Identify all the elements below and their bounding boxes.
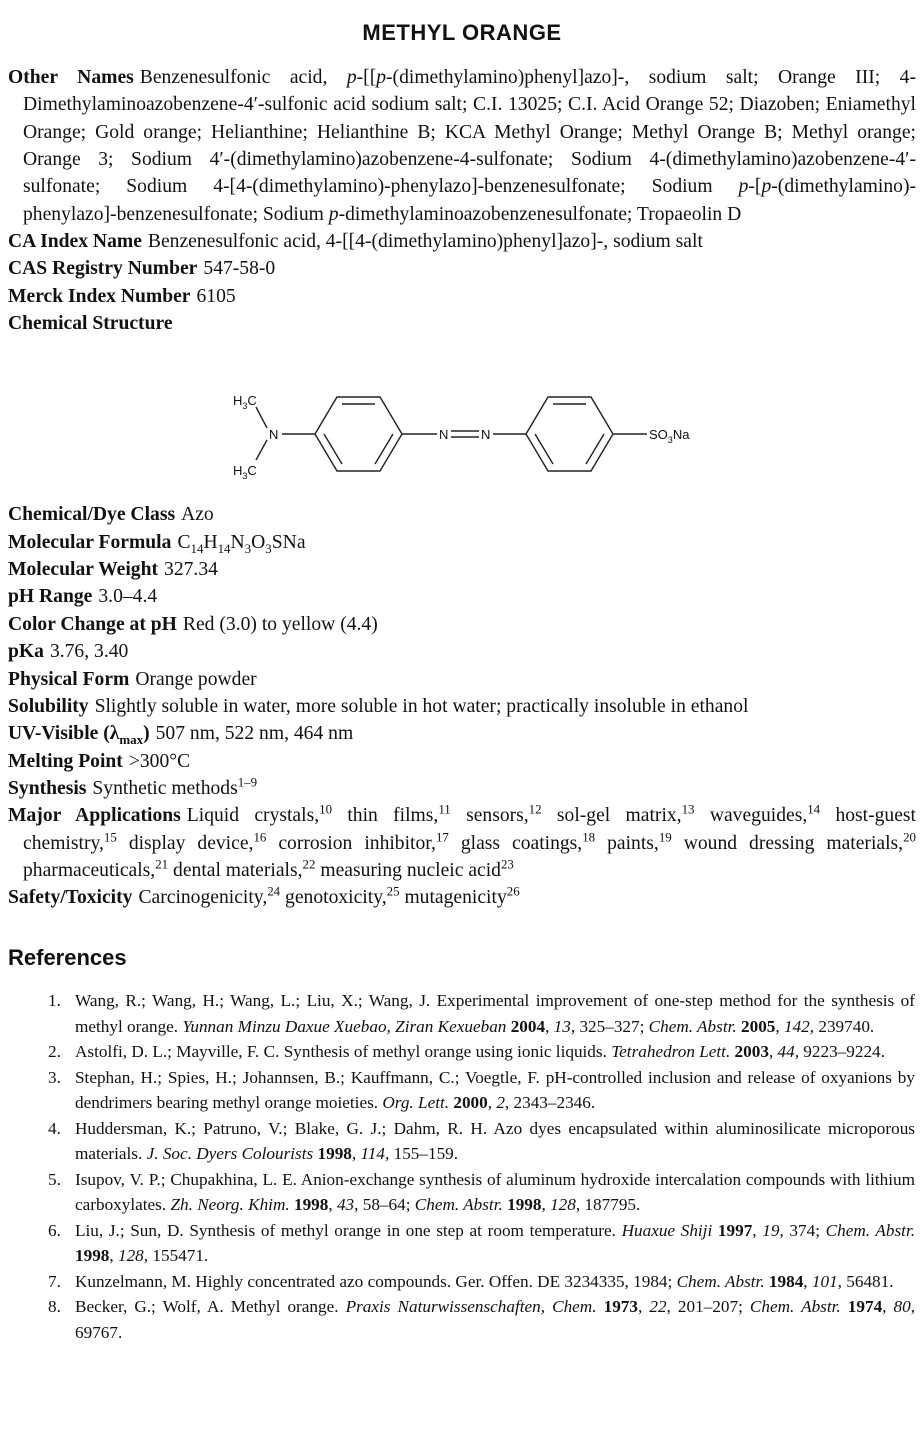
reference-text: Huddersman, K.; Patruno, V.; Blake, G. J.; Dahm, R. H. Azo dyes encapsulated within aluminosilicate microporous materials. J. Soc. Dyers Colourists 1998, 114, 155–159. <box>75 1118 915 1163</box>
field-value: Slightly soluble in water, more soluble in hot water; practically insoluble in ethanol <box>94 695 749 717</box>
citation-superscript: 13 <box>681 801 695 817</box>
field-label: UV-Visible $(\lambda_{max})$ <box>8 723 150 748</box>
field-value: Red (3.0) to yellow (4.4) <box>182 613 378 635</box>
azo-nitrogen-left: N <box>439 427 449 442</box>
reference-number: 5. <box>48 1169 61 1189</box>
reference-text: Isupov, V. P.; Chupakhina, L. E. Anion-exchange synthesis of aluminum hydroxide intercalation compounds with lithium carboxylates. Zh. Neorg. Khim. 1998, 43, 58–64; Chem. Abstr. 1998, 128, 187795. <box>75 1169 915 1214</box>
field-label: CAS Registry Number <box>8 258 198 280</box>
reference-number: 2. <box>48 1042 61 1061</box>
application-item: glass coatings, <box>448 832 583 854</box>
citation-superscript: 26 <box>506 883 520 899</box>
field-value: 6105 <box>196 285 236 307</box>
field-value: $C_{14}H_{14}N_3O_3SNa$ <box>177 531 306 556</box>
citation-superscript: 14 <box>807 801 821 817</box>
field-label: Melting Point <box>8 750 123 772</box>
citation-superscript: 12 <box>528 801 542 817</box>
field-synthesis <box>8 775 916 802</box>
field-solubility <box>8 693 916 720</box>
field-label: CA Index Name <box>8 231 142 253</box>
reference-number: 3. <box>48 1067 61 1087</box>
safety-item: mutagenicity <box>399 887 507 909</box>
reference-item <box>48 1294 915 1345</box>
field-physical-form <box>8 666 916 693</box>
citation-superscript: 20 <box>903 829 916 845</box>
field-label: Color Change at pH <box>8 613 177 635</box>
application-item: measuring nucleic acid <box>315 859 501 881</box>
application-item: sensors, <box>450 805 529 827</box>
application-item: pharmaceuticals, <box>23 859 156 881</box>
field-molecular-formula <box>8 529 916 556</box>
citation-superscript: 22 <box>302 856 316 872</box>
reference-item <box>48 1167 915 1218</box>
field-value: Orange powder <box>135 668 257 690</box>
field-other-names <box>8 64 916 228</box>
application-item: Liquid crystals, <box>186 805 320 827</box>
reference-number: 7. <box>48 1271 61 1291</box>
field-label: Solubility <box>8 695 89 717</box>
field-ph-range <box>8 583 916 610</box>
reference-item <box>48 1065 915 1116</box>
application-item: host-guest chemistry, <box>23 805 916 854</box>
field-uv-visible <box>8 720 916 747</box>
structure-bonds <box>256 397 647 471</box>
citation-superscript: 15 <box>103 829 117 845</box>
field-chemical-structure <box>8 310 916 337</box>
field-chemical-dye-class <box>8 501 916 528</box>
field-merck-index-number <box>8 283 916 310</box>
page-title: METHYL ORANGE <box>362 20 562 45</box>
reference-item <box>48 988 915 1039</box>
application-item: sol-gel matrix, <box>541 805 682 827</box>
field-value: 507 nm, 522 nm, 464 nm <box>155 723 354 745</box>
compound-fields <box>8 64 916 912</box>
field-color-change <box>8 611 916 638</box>
field-label: pKa <box>8 641 44 663</box>
field-label: Chemical/Dye Class <box>8 504 176 526</box>
field-label: pH Range <box>8 586 93 608</box>
chemical-structure-diagram <box>225 385 705 485</box>
reference-text: Kunzelmann, M. Highly concentrated azo compounds. Ger. Offen. DE 3234335, 1984; Chem. Abstr. 1984, 101, 56481. <box>75 1271 894 1291</box>
field-molecular-weight <box>8 556 916 583</box>
citation-superscript: 21 <box>155 856 169 872</box>
reference-item <box>48 1269 915 1295</box>
reference-item <box>48 1116 915 1167</box>
field-label: Other Names <box>8 67 134 88</box>
safety-item: Carcinogenicity, <box>138 887 268 909</box>
reference-text: Stephan, H.; Spies, H.; Johannsen, B.; Kauffmann, C.; Voegtle, F. pH-controlled inclusion and release of oxyanions by dendrimers bearing methyl orange moieties. Org. Lett. 2000, 2, 2343–2346. <box>75 1067 915 1112</box>
references-list <box>48 988 915 1345</box>
citation-superscript: 11 <box>438 801 451 817</box>
field-value: Azo <box>181 504 214 526</box>
application-item: paints, <box>595 832 659 854</box>
field-value: Synthetic methods$^{1-9}$ <box>92 774 258 799</box>
reference-text: Becker, G.; Wolf, A. Methyl orange. Praxis Naturwissenschaften, Chem. 1973, 22, 201–207; Chem. Abstr. 1974, 80, 69767. <box>75 1297 916 1342</box>
methyl-group-bottom: $H_3C$ <box>233 463 257 481</box>
field-value: 547-58-0 <box>203 258 276 280</box>
citation-superscript: 24 <box>267 883 281 899</box>
field-melting-point <box>8 748 916 775</box>
citation-superscript: 23 <box>500 856 514 872</box>
application-item: display device, <box>116 832 254 854</box>
reference-number: 6. <box>48 1220 61 1240</box>
field-label: Molecular Weight <box>8 559 159 581</box>
field-cas-registry-number <box>8 255 916 282</box>
references-heading: References <box>8 945 127 970</box>
citation-superscript: 19 <box>658 829 672 845</box>
citation-superscript: 25 <box>386 883 400 899</box>
application-item: dental materials, <box>168 859 303 881</box>
field-label: Safety/Toxicity <box>8 887 133 909</box>
application-item: corrosion inhibitor, <box>266 832 436 854</box>
field-safety-toxicity <box>8 884 916 911</box>
field-value: >300°C <box>128 750 191 772</box>
field-pka <box>8 638 916 665</box>
reference-text: Wang, R.; Wang, H.; Wang, L.; Liu, X.; Wang, J. Experimental improvement of one-step method for the synthesis of methyl orange. Yunnan Minzu Daxue Xuebao, Ziran Kexueban 2004, 13, 325–327; Chem. Abstr. 2005, 142, 239740. <box>75 991 915 1036</box>
azo-nitrogen-right: N <box>481 427 491 442</box>
field-label: Merck Index Number <box>8 285 191 307</box>
citation-superscript: 17 <box>435 829 449 845</box>
application-item: waveguides, <box>694 805 808 827</box>
reference-item <box>48 1218 915 1269</box>
application-item: thin films, <box>332 805 439 827</box>
field-label: Molecular Formula <box>8 531 172 553</box>
field-label: Chemical Structure <box>8 313 173 335</box>
reference-number: 1. <box>48 991 61 1010</box>
citation-superscript: 10 <box>319 801 333 817</box>
reference-text: Liu, J.; Sun, D. Synthesis of methyl orange in one step at room temperature. Huaxue Shiji 1997, 19, 374; Chem. Abstr. 1998, 128, 155471. <box>75 1220 916 1265</box>
field-value: 3.0–4.4 <box>98 586 158 608</box>
citation-superscript: 16 <box>253 829 267 845</box>
field-value: 3.76, 3.40 <box>49 641 129 663</box>
field-label: Major Applications <box>8 805 181 827</box>
reference-number: 4. <box>48 1118 61 1138</box>
field-label: Physical Form <box>8 668 130 690</box>
field-value: Benzenesulfonic acid, p-[[p-(dimethylamino)phenyl]azo]-, sodium salt; Orange III; 4-Dimethylaminoazobenzene-4′-sulfonic acid sodium salt; C.I. 13025; C.I. Acid Orange 52; Diazoben; Eniamethyl Orange; Gold orange; Helianthine; Helianthine B; KCA Methyl Orange; Methyl Orange B; Methyl orange; Orange 3; Sodium 4′-(dimethylamino)azobenzene-4-sulfonate; Sodium 4-(dimethylamino)azobenzene-4′-sulfonate; Sodium 4-[4-(dimethylamino)-phenylazo]-benzenesulfonate; Sodium p-[p-(dimethylamino)-phenylazo]-benzenesulfonate; Sodium p-dimethylaminoazobenzenesulfonate; Tropaeolin D <box>23 67 916 225</box>
field-label: Synthesis <box>8 777 87 799</box>
field-value: Benzenesulfonic acid, 4-[[4-(dimethylamino)phenyl]azo]-, sodium salt <box>147 231 703 253</box>
amine-nitrogen: N <box>269 427 279 442</box>
reference-number: 8. <box>48 1297 61 1316</box>
reference-item <box>48 1039 915 1065</box>
safety-item: genotoxicity, <box>280 887 387 909</box>
field-value: 327.34 <box>164 559 218 581</box>
citation-superscript: 18 <box>582 829 596 845</box>
methyl-group-top: $H_3C$ <box>233 393 257 411</box>
sulfonate-group: $SO_3Na$ <box>649 427 690 445</box>
application-item: wound dressing materials, <box>671 832 904 854</box>
field-major-applications <box>8 802 916 884</box>
field-ca-index-name <box>8 228 916 255</box>
reference-text: Astolfi, D. L.; Mayville, F. C. Synthesis of methyl orange using ionic liquids. Tetrahedron Lett. 2003, 44, 9223–9224. <box>75 1042 885 1061</box>
field-value <box>138 883 520 909</box>
